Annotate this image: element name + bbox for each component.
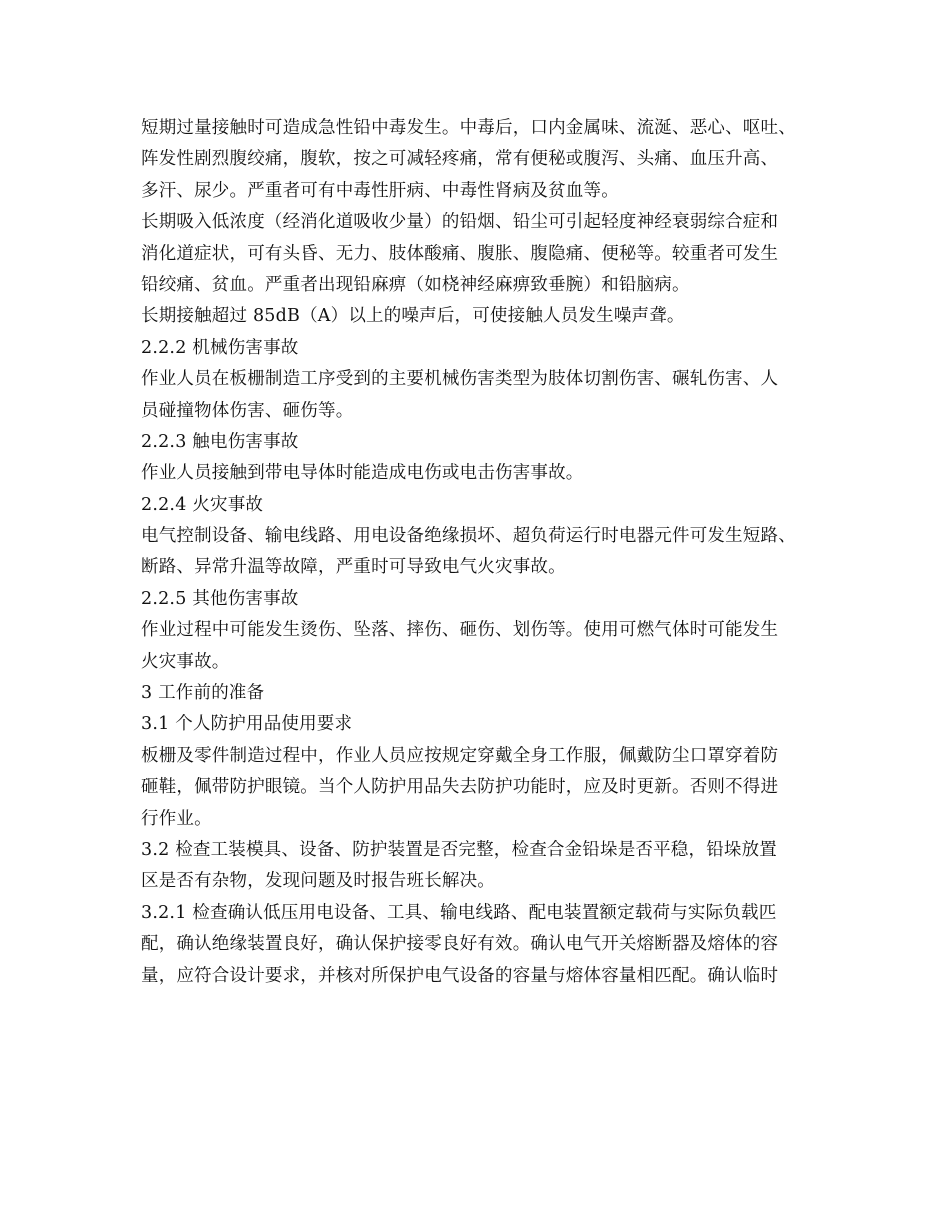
body-text-line: 阵发性剧烈腹绞痛，腹软，按之可减轻疼痛，常有便秘或腹泻、头痛、血压升高、 [141,149,779,170]
body-text-line: 火灾事故。 [141,651,230,672]
body-text-line: 长期接触超过 85dB（A）以上的噪声后，可使接触人员发生噪声聋。 [141,306,685,327]
body-text-line: 电气控制设备、输电线路、用电设备绝缘损坏、超负荷运行时电器元件可发生短路、 [141,526,796,547]
section-3-2-1-text-line: 3.2.1 检查确认低压用电设备、工具、输电线路、配电装置额定载荷与实际负载匹 [141,902,777,923]
body-text-line: 员碰撞物体伤害、砸伤等。 [141,400,354,421]
body-text-line: 消化道症状，可有头昏、无力、肢体酸痛、腹胀、腹隐痛、便秘等。较重者可发生 [141,243,779,264]
body-text-line: 铅绞痛、贫血。严重者出现铅麻痹（如桡神经麻痹致垂腕）和铅脑病。 [141,274,690,295]
section-3-2-text-line: 3.2 检查工装模具、设备、防护装置是否完整，检查合金铅垛是否平稳，铅垛放置 [141,839,777,860]
body-text-line: 量，应符合设计要求，并核对所保护电气设备的容量与熔体容量相匹配。确认临时 [141,965,779,986]
section-heading-2-2-3: 2.2.3 触电伤害事故 [141,431,299,452]
body-text-line: 作业人员接触到带电导体时能造成电伤或电击伤害事故。 [141,463,584,484]
body-text-line: 板栅及零件制造过程中，作业人员应按规定穿戴全身工作服，佩戴防尘口罩穿着防 [141,745,779,766]
body-text-line: 作业人员在板栅制造工序受到的主要机械伤害类型为肢体切割伤害、碾轧伤害、人 [141,369,779,390]
document-body [141,113,821,992]
body-text-line: 断路、异常升温等故障，严重时可导致电气火灾事故。 [141,557,566,578]
body-text-line: 砸鞋，佩带防护眼镜。当个人防护用品失去防护功能时，应及时更新。否则不得进 [141,777,779,798]
body-text-line: 作业过程中可能发生烫伤、坠落、摔伤、砸伤、划伤等。使用可燃气体时可能发生 [141,620,779,641]
body-text-line: 短期过量接触时可造成急性铅中毒发生。中毒后，口内金属味、流涎、恶心、呕吐、 [141,118,796,138]
body-text-line: 配，确认绝缘装置良好，确认保护接零良好有效。确认电气开关熔断器及熔体的容 [141,934,779,955]
section-heading-3: 3 工作前的准备 [141,683,265,704]
body-text-line: 区是否有杂物，发现问题及时报告班长解决。 [141,871,495,892]
body-text-line: 多汗、尿少。严重者可有中毒性肝病、中毒性肾病及贫血等。 [141,180,619,201]
section-heading-2-2-2: 2.2.2 机械伤害事故 [141,337,299,358]
body-text-line: 长期吸入低浓度（经消化道吸收少量）的铅烟、铅尘可引起轻度神经衰弱综合症和 [141,212,779,233]
body-text-line: 行作业。 [141,808,212,829]
section-heading-2-2-5: 2.2.5 其他伤害事故 [141,588,299,609]
section-heading-3-1: 3.1 个人防护用品使用要求 [141,714,353,735]
section-heading-2-2-4: 2.2.4 火灾事故 [141,494,264,515]
